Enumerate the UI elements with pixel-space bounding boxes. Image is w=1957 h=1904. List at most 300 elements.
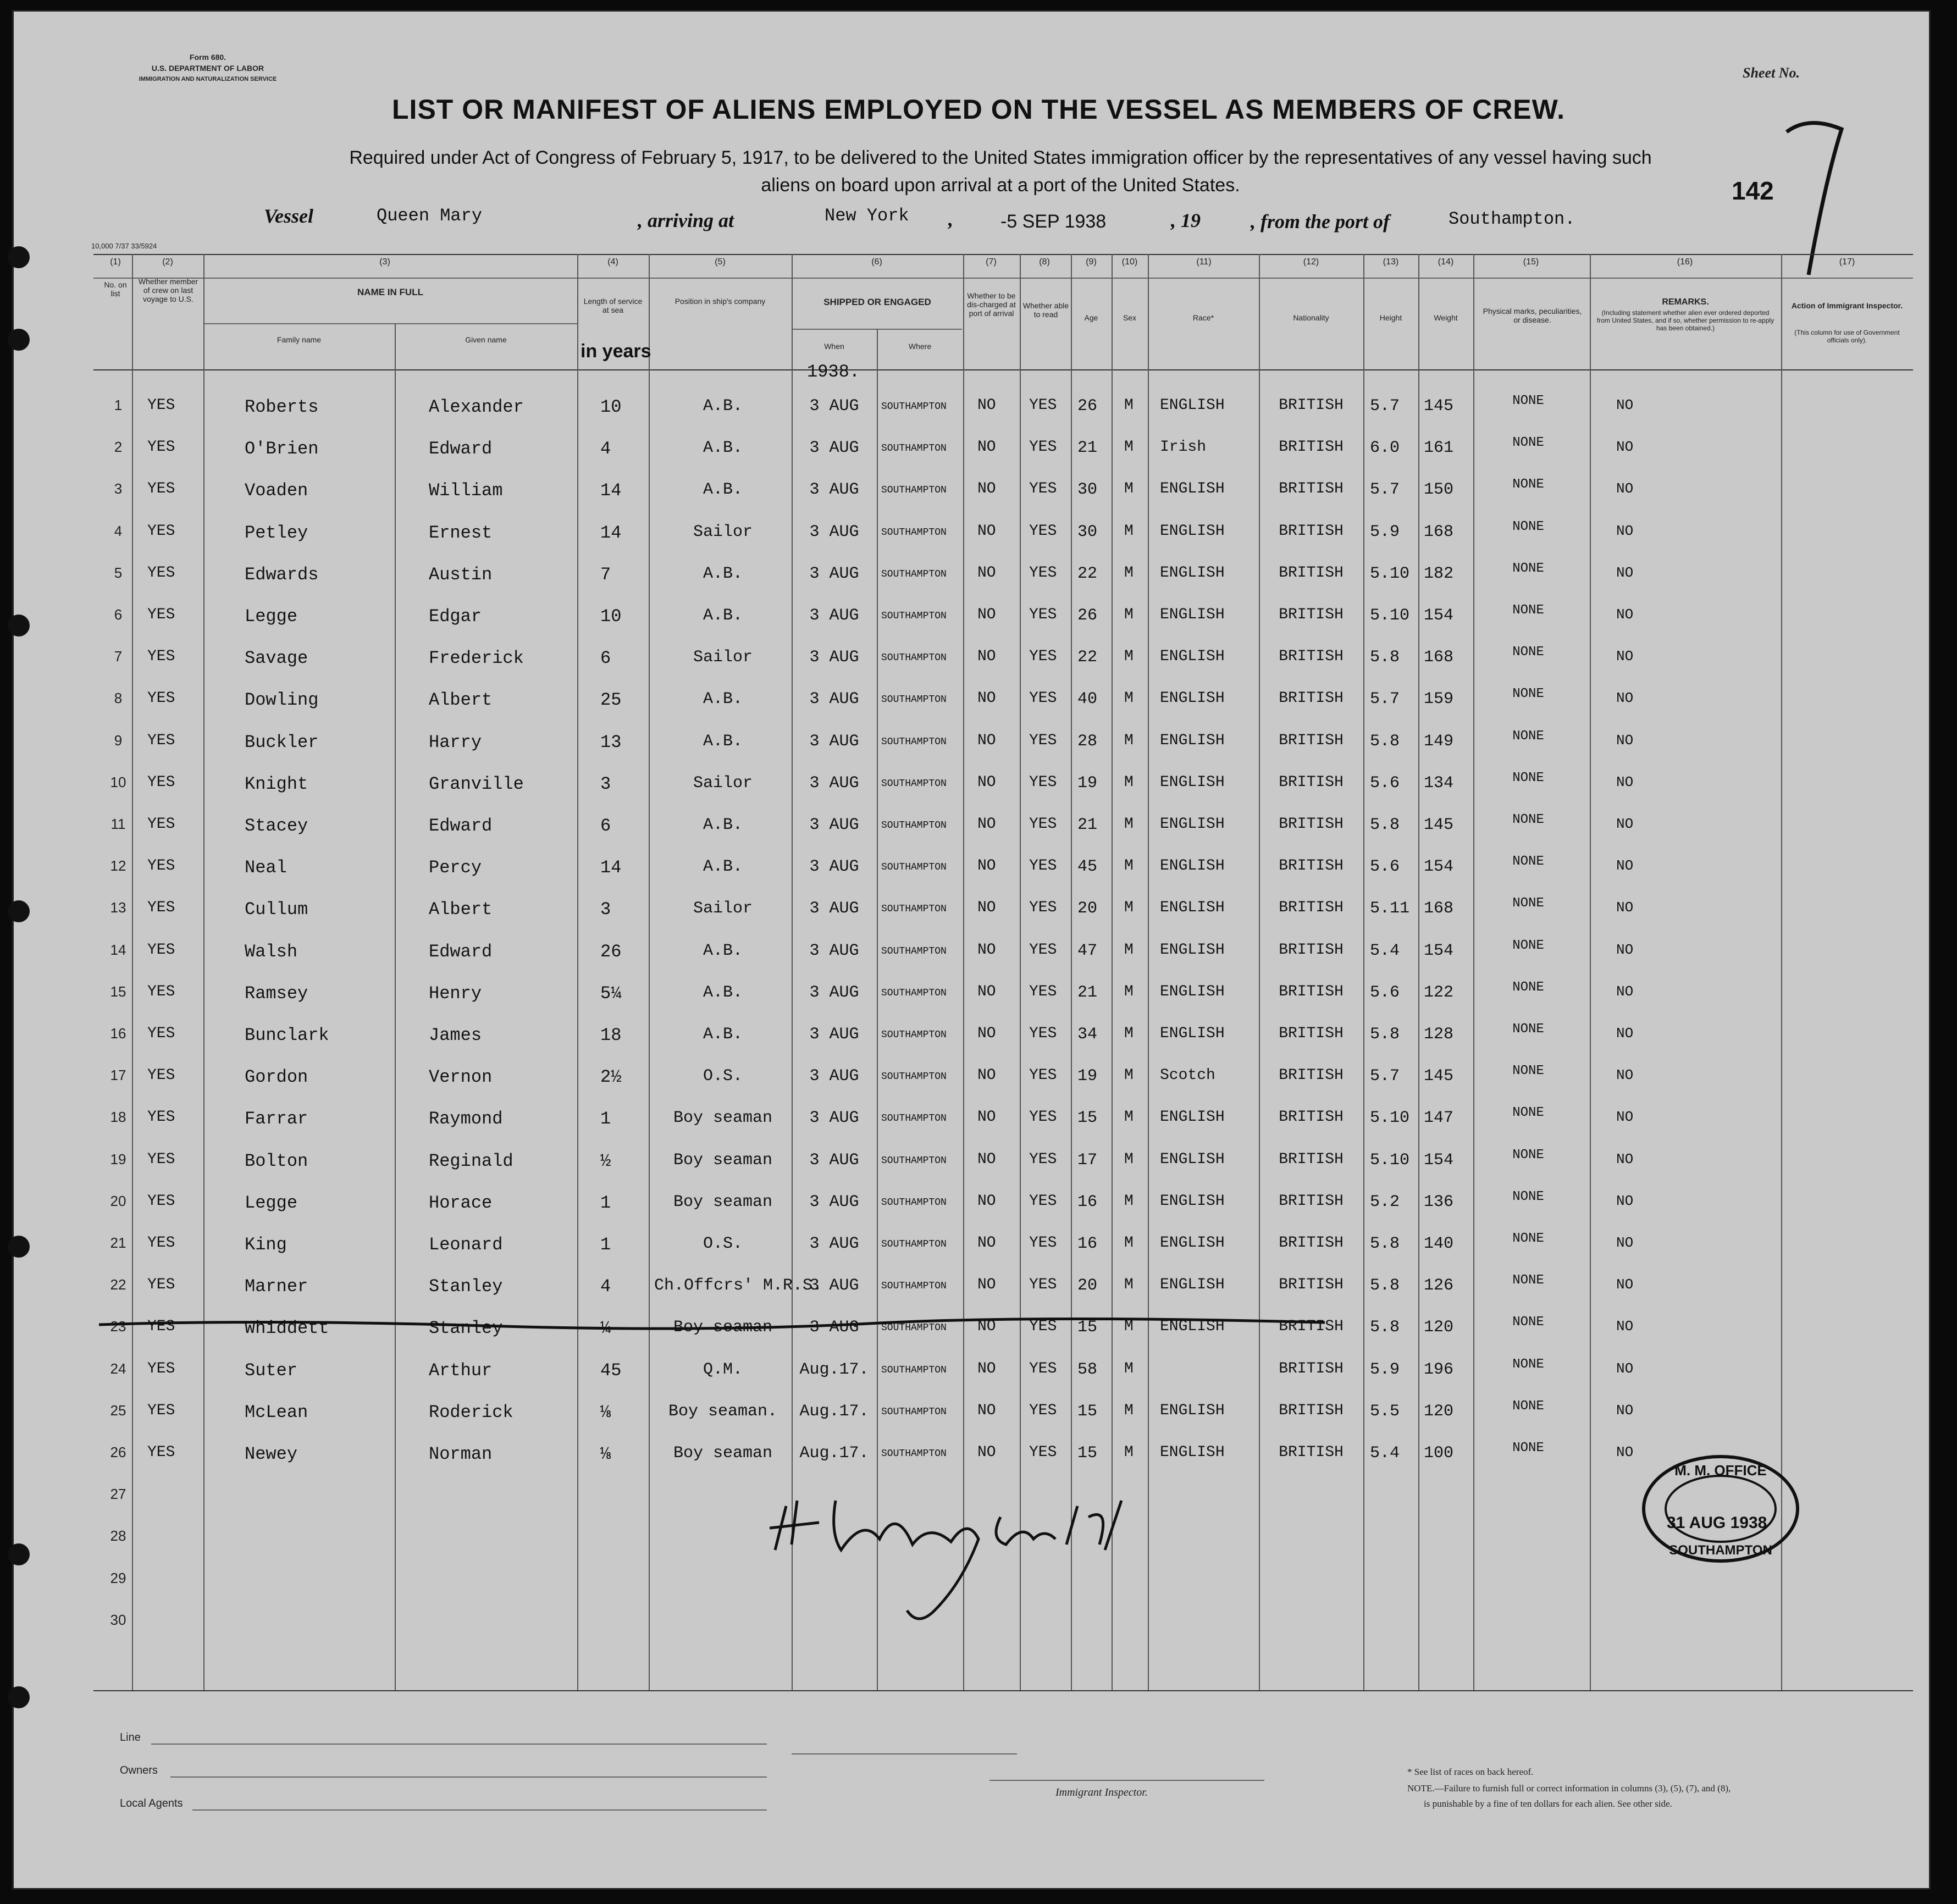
engaged-when: 3 AUG: [809, 732, 859, 751]
mm-office-stamp: [1638, 1451, 1803, 1567]
age: 22: [1077, 564, 1098, 583]
race: ENGLISH: [1160, 1402, 1225, 1419]
table-row: [0, 938, 1957, 983]
header-length-service: Length of service at sea: [583, 297, 643, 314]
race: ENGLISH: [1160, 1276, 1225, 1294]
crew-member-flag: YES: [147, 1402, 175, 1419]
nationality: BRITISH: [1279, 983, 1344, 1000]
remarks: NO: [1616, 1360, 1634, 1377]
read-flag: YES: [1029, 1067, 1057, 1084]
ship-position: A.B.: [703, 732, 743, 751]
race: ENGLISH: [1160, 732, 1225, 749]
race: Irish: [1160, 439, 1207, 456]
sex: M: [1124, 857, 1134, 875]
given-name: James: [429, 1025, 482, 1045]
note-line-1: NOTE.—Failure to furnish full or correct information in columns (3), (5), (7), and (8),: [1407, 1783, 1731, 1794]
discharge-flag: NO: [977, 732, 996, 749]
race: ENGLISH: [1160, 773, 1225, 791]
read-flag: YES: [1029, 941, 1057, 959]
remarks: NO: [1616, 1276, 1634, 1293]
weight: 134: [1424, 773, 1454, 793]
height: 5.4: [1370, 941, 1400, 960]
row-number: 7: [114, 648, 123, 665]
height: 5.7: [1370, 397, 1400, 416]
weight: 182: [1424, 564, 1454, 583]
discharge-flag: NO: [977, 690, 996, 707]
sex: M: [1124, 439, 1134, 456]
table-row: [0, 1064, 1957, 1109]
height: 6.0: [1370, 439, 1400, 458]
col-num: (14): [1438, 257, 1454, 267]
discharge-flag: NO: [977, 983, 996, 1000]
race-footnote: * See list of races on back hereof.: [1407, 1767, 1534, 1777]
discharge-flag: NO: [977, 1360, 996, 1377]
year-note: 1938.: [807, 362, 860, 382]
service-years: 2½: [600, 1067, 622, 1088]
crew-member-flag: YES: [147, 606, 175, 623]
service: IMMIGRATION AND NATURALIZATION SERVICE: [139, 76, 277, 82]
table-row: [0, 770, 1957, 816]
given-name: Edward: [429, 816, 493, 836]
engaged-where: SOUTHAMPTON: [881, 1155, 947, 1166]
given-name: Granville: [429, 773, 524, 794]
header-height: Height: [1379, 313, 1402, 322]
age: 21: [1077, 983, 1098, 1002]
nationality: BRITISH: [1279, 816, 1344, 833]
engaged-when: 3 AUG: [809, 397, 859, 416]
physical-marks: NONE: [1512, 1147, 1544, 1163]
remarks: NO: [1616, 1444, 1634, 1460]
given-name: Albert: [429, 899, 493, 920]
race: ENGLISH: [1160, 1025, 1225, 1042]
table-row: [0, 477, 1957, 522]
sex: M: [1124, 941, 1134, 959]
header-given-name: Given name: [465, 335, 507, 344]
physical-marks: NONE: [1512, 1315, 1544, 1330]
engaged-where: SOUTHAMPTON: [881, 820, 947, 831]
ship-position: A.B.: [703, 941, 743, 960]
page-title: LIST OR MANIFEST OF ALIENS EMPLOYED ON THE VESSEL AS MEMBERS OF CREW.: [392, 94, 1565, 125]
height: 5.6: [1370, 983, 1400, 1002]
nationality: BRITISH: [1279, 1402, 1344, 1419]
row-number: 15: [110, 983, 126, 1000]
sex: M: [1124, 1067, 1134, 1084]
discharge-flag: NO: [977, 1235, 996, 1252]
row-number: 25: [110, 1402, 126, 1419]
sex: M: [1124, 732, 1134, 749]
remarks: NO: [1616, 1109, 1634, 1126]
given-name: William: [429, 480, 503, 501]
engaged-when: 3 AUG: [809, 690, 859, 709]
table-row: [0, 1273, 1957, 1318]
family-name: Edwards: [245, 564, 319, 585]
family-name: Suter: [245, 1360, 298, 1381]
header-member-crew: Whether member of crew on last voyage to U.S.: [138, 277, 198, 303]
height: 5.8: [1370, 1235, 1400, 1253]
table-row: [0, 1357, 1957, 1402]
row-number: 19: [110, 1150, 126, 1167]
discharge-flag: NO: [977, 1150, 996, 1168]
remarks: NO: [1616, 857, 1634, 874]
engaged-where: SOUTHAMPTON: [881, 568, 947, 580]
engaged-when: 3 AUG: [809, 899, 859, 918]
sex: M: [1124, 1235, 1134, 1252]
nationality: BRITISH: [1279, 1067, 1344, 1084]
height: 5.10: [1370, 1150, 1410, 1170]
crew-member-flag: YES: [147, 1276, 175, 1294]
header-when: When: [824, 342, 844, 351]
age: 28: [1077, 732, 1098, 751]
form-number: Form 680.: [189, 53, 226, 62]
age: 21: [1077, 816, 1098, 834]
family-name: O'Brien: [245, 439, 319, 460]
stamp-date: 31 AUG 1938: [1667, 1514, 1767, 1532]
read-flag: YES: [1029, 773, 1057, 791]
remarks: NO: [1616, 397, 1634, 413]
row-number: 5: [114, 564, 123, 581]
row-number: 17: [110, 1067, 126, 1084]
col-num: (4): [607, 257, 618, 267]
remarks: NO: [1616, 480, 1634, 497]
footer-agents-label: Local Agents: [120, 1797, 183, 1809]
row-number: 30: [110, 1611, 126, 1628]
remarks: NO: [1616, 899, 1634, 916]
given-name: Roderick: [429, 1402, 513, 1423]
service-years: 18: [600, 1025, 622, 1045]
remarks: NO: [1616, 1235, 1634, 1251]
engaged-when: Aug.17.: [799, 1402, 869, 1421]
race: ENGLISH: [1160, 564, 1225, 582]
engaged-where: SOUTHAMPTON: [881, 987, 947, 999]
race: ENGLISH: [1160, 522, 1225, 540]
engaged-when: 3 AUG: [809, 1025, 859, 1044]
header-weight: Weight: [1434, 313, 1458, 322]
physical-marks: NONE: [1512, 979, 1544, 995]
nationality: BRITISH: [1279, 1235, 1344, 1252]
race: ENGLISH: [1160, 690, 1225, 707]
race: ENGLISH: [1160, 941, 1225, 959]
inspector-signature: [770, 1484, 1209, 1627]
discharge-flag: NO: [977, 1067, 996, 1084]
crew-member-flag: YES: [147, 439, 175, 456]
discharge-flag: NO: [977, 816, 996, 833]
header-name-in-full: NAME IN FULL: [357, 287, 423, 297]
given-name: Henry: [429, 983, 482, 1004]
row-number: 29: [110, 1569, 126, 1586]
ship-position: O.S.: [703, 1067, 743, 1086]
family-name: King: [245, 1235, 287, 1255]
age: 34: [1077, 1025, 1098, 1044]
engaged-where: SOUTHAMPTON: [881, 1281, 947, 1292]
height: 5.8: [1370, 816, 1400, 834]
row-number: 9: [114, 732, 123, 749]
family-name: Legge: [245, 1192, 298, 1213]
engaged-where: SOUTHAMPTON: [881, 1030, 947, 1040]
race: Scotch: [1160, 1067, 1215, 1084]
ship-position: Boy seaman: [673, 1444, 773, 1463]
arrival-date-stamp: -5 SEP 1938: [1000, 211, 1107, 232]
read-flag: YES: [1029, 439, 1057, 456]
engaged-where: SOUTHAMPTON: [881, 1239, 947, 1250]
family-name: Bunclark: [245, 1025, 329, 1045]
read-flag: YES: [1029, 1360, 1057, 1377]
given-name: Edward: [429, 941, 493, 962]
sex: M: [1124, 1444, 1134, 1461]
height: 5.10: [1370, 1109, 1410, 1128]
nationality: BRITISH: [1279, 690, 1344, 707]
col-num: (15): [1523, 257, 1539, 267]
given-name: Vernon: [429, 1067, 493, 1088]
engaged-where: SOUTHAMPTON: [881, 904, 947, 915]
engaged-where: SOUTHAMPTON: [881, 1364, 947, 1376]
header-able-to-read: Whether able to read: [1022, 301, 1069, 319]
sex: M: [1124, 1402, 1134, 1419]
ship-position: Sailor: [693, 648, 753, 667]
crew-member-flag: YES: [147, 648, 175, 666]
height: 5.5: [1370, 1402, 1400, 1421]
physical-marks: NONE: [1512, 603, 1544, 618]
header-family-name: Family name: [277, 335, 322, 344]
physical-marks: NONE: [1512, 812, 1544, 827]
ship-position: Sailor: [693, 899, 753, 918]
note-line-2: is punishable by a fine of ten dollars for each alien. See other side.: [1424, 1798, 1672, 1809]
service-years: 25: [600, 690, 622, 711]
service-years: 7: [600, 564, 611, 585]
crew-member-flag: YES: [147, 690, 175, 707]
read-flag: YES: [1029, 690, 1057, 707]
read-flag: YES: [1029, 1444, 1057, 1461]
physical-marks: NONE: [1512, 1231, 1544, 1246]
engaged-when: 3 AUG: [809, 606, 859, 625]
row-number: 8: [114, 690, 123, 707]
age: 45: [1077, 857, 1098, 877]
service-years: 1: [600, 1235, 611, 1255]
discharge-flag: NO: [977, 773, 996, 791]
read-flag: YES: [1029, 564, 1057, 582]
service-years: 5¼: [600, 983, 622, 1004]
row-number: 12: [110, 857, 126, 874]
age: 40: [1077, 690, 1098, 709]
remarks: NO: [1616, 773, 1634, 790]
remarks: NO: [1616, 1067, 1634, 1084]
discharge-flag: NO: [977, 439, 996, 456]
sex: M: [1124, 816, 1134, 833]
ship-position: Sailor: [693, 773, 753, 793]
row-number: 4: [114, 522, 123, 539]
service-years: 10: [600, 606, 622, 627]
nationality: BRITISH: [1279, 480, 1344, 498]
read-flag: YES: [1029, 899, 1057, 917]
weight: 140: [1424, 1235, 1454, 1253]
remarks: NO: [1616, 522, 1634, 539]
given-name: Albert: [429, 690, 493, 711]
sex: M: [1124, 648, 1134, 666]
remarks: NO: [1616, 941, 1634, 958]
remarks: NO: [1616, 1318, 1634, 1335]
given-name: Austin: [429, 564, 493, 585]
height: 5.10: [1370, 606, 1410, 625]
sex: M: [1124, 899, 1134, 917]
nationality: BRITISH: [1279, 397, 1344, 414]
age: 15: [1077, 1109, 1098, 1128]
engaged-where: SOUTHAMPTON: [881, 1113, 947, 1125]
age: 16: [1077, 1235, 1098, 1253]
read-flag: YES: [1029, 648, 1057, 666]
service-years: 6: [600, 816, 611, 836]
service-years: 45: [600, 1360, 622, 1381]
given-name: Edgar: [429, 606, 482, 627]
read-flag: YES: [1029, 1109, 1057, 1126]
age: 15: [1077, 1444, 1098, 1463]
page-number: 142: [1732, 176, 1774, 205]
year-label: , 19: [1171, 209, 1201, 231]
weight: 154: [1424, 941, 1454, 960]
sex: M: [1124, 1109, 1134, 1126]
race: ENGLISH: [1160, 899, 1225, 917]
weight: 168: [1424, 899, 1454, 918]
row-number: 2: [114, 439, 123, 456]
col-num: (12): [1303, 257, 1319, 267]
engaged-when: Aug.17.: [799, 1444, 869, 1463]
age: 22: [1077, 648, 1098, 667]
nationality: BRITISH: [1279, 648, 1344, 666]
strike-through-line: [99, 1314, 1325, 1339]
table-row: [0, 645, 1957, 690]
race: ENGLISH: [1160, 816, 1225, 833]
sex: M: [1124, 480, 1134, 498]
row-number: 26: [110, 1444, 126, 1460]
table-row: [0, 561, 1957, 606]
arriving-label: , arriving at: [638, 209, 734, 231]
print-code: 10,000 7/37 33/5924: [91, 242, 157, 250]
weight: 145: [1424, 1067, 1454, 1086]
remarks: NO: [1616, 439, 1634, 456]
footer-owners-label: Owners: [120, 1764, 158, 1776]
nationality: BRITISH: [1279, 1276, 1344, 1294]
remarks: NO: [1616, 1192, 1634, 1209]
remarks: NO: [1616, 1025, 1634, 1042]
engaged-where: SOUTHAMPTON: [881, 401, 947, 412]
given-name: Arthur: [429, 1360, 493, 1381]
header-action-note: (This column for use of Government officials only).: [1794, 329, 1900, 344]
sex: M: [1124, 522, 1134, 540]
weight: 154: [1424, 1150, 1454, 1170]
race: ENGLISH: [1160, 397, 1225, 414]
given-name: Edward: [429, 439, 493, 460]
sex: M: [1124, 1276, 1134, 1294]
engaged-when: 3 AUG: [809, 1109, 859, 1128]
remarks: NO: [1616, 983, 1634, 1000]
col-num: (3): [379, 257, 390, 267]
age: 30: [1077, 480, 1098, 500]
remarks: NO: [1616, 1150, 1634, 1167]
engaged-where: SOUTHAMPTON: [881, 443, 947, 455]
weight: 159: [1424, 690, 1454, 709]
read-flag: YES: [1029, 857, 1057, 875]
height: 5.9: [1370, 522, 1400, 541]
row-number: 24: [110, 1360, 126, 1377]
table-row: [0, 979, 1957, 1025]
date-separator: ,: [948, 208, 953, 230]
given-name: Leonard: [429, 1235, 503, 1255]
physical-marks: NONE: [1512, 1105, 1544, 1121]
row-number: 20: [110, 1192, 126, 1209]
discharge-flag: NO: [977, 1444, 996, 1461]
remarks: NO: [1616, 732, 1634, 749]
ship-position: Boy seaman: [673, 1192, 773, 1211]
physical-marks: NONE: [1512, 477, 1544, 492]
ship-position: A.B.: [703, 397, 743, 416]
vessel-label: Vessel: [264, 205, 313, 227]
table-row: [0, 394, 1957, 439]
race: ENGLISH: [1160, 480, 1225, 498]
table-row: [0, 435, 1957, 480]
physical-marks: NONE: [1512, 687, 1544, 702]
row-number: 3: [114, 480, 123, 497]
engaged-where: SOUTHAMPTON: [881, 1406, 947, 1418]
service-years: 10: [600, 397, 622, 417]
nationality: BRITISH: [1279, 1025, 1344, 1042]
crew-member-flag: YES: [147, 1192, 175, 1210]
sex: M: [1124, 1318, 1134, 1336]
from-port: Southampton.: [1449, 209, 1575, 229]
engaged-when: 3 AUG: [809, 1192, 859, 1211]
row-number: 10: [110, 773, 126, 790]
age: 19: [1077, 1067, 1098, 1086]
read-flag: YES: [1029, 1318, 1057, 1336]
header-shipped: SHIPPED OR ENGAGED: [823, 297, 931, 307]
sex: M: [1124, 690, 1134, 707]
height: 5.8: [1370, 732, 1400, 751]
crew-member-flag: YES: [147, 983, 175, 1000]
family-name: Petley: [245, 522, 308, 543]
age: 21: [1077, 439, 1098, 458]
discharge-flag: NO: [977, 1192, 996, 1210]
family-name: Voaden: [245, 480, 308, 501]
height: 5.11: [1370, 899, 1410, 918]
height: 5.7: [1370, 1067, 1400, 1086]
nationality: BRITISH: [1279, 1318, 1344, 1336]
engaged-when: 3 AUG: [809, 1150, 859, 1170]
ship-position: Boy seaman.: [668, 1402, 778, 1421]
nationality: BRITISH: [1279, 899, 1344, 917]
discharge-flag: NO: [977, 480, 996, 498]
read-flag: YES: [1029, 983, 1057, 1000]
race: ENGLISH: [1160, 1444, 1225, 1461]
engaged-when: 3 AUG: [809, 983, 859, 1002]
age: 19: [1077, 773, 1098, 793]
height: 5.6: [1370, 857, 1400, 877]
nationality: BRITISH: [1279, 857, 1344, 875]
weight: 120: [1424, 1318, 1454, 1337]
physical-marks: NONE: [1512, 435, 1544, 451]
nationality: BRITISH: [1279, 1360, 1344, 1377]
nationality: BRITISH: [1279, 773, 1344, 791]
height: 5.2: [1370, 1192, 1400, 1211]
remarks: NO: [1616, 690, 1634, 707]
read-flag: YES: [1029, 522, 1057, 540]
header-no-on-list: No. on list: [104, 280, 127, 298]
crew-member-flag: YES: [147, 1444, 175, 1461]
race: ENGLISH: [1160, 1150, 1225, 1168]
engaged-where: SOUTHAMPTON: [881, 945, 947, 957]
family-name: Legge: [245, 606, 298, 627]
age: 47: [1077, 941, 1098, 960]
weight: 150: [1424, 480, 1454, 500]
table-row: [0, 1231, 1957, 1276]
service-years: 3: [600, 899, 611, 920]
weight: 147: [1424, 1109, 1454, 1128]
